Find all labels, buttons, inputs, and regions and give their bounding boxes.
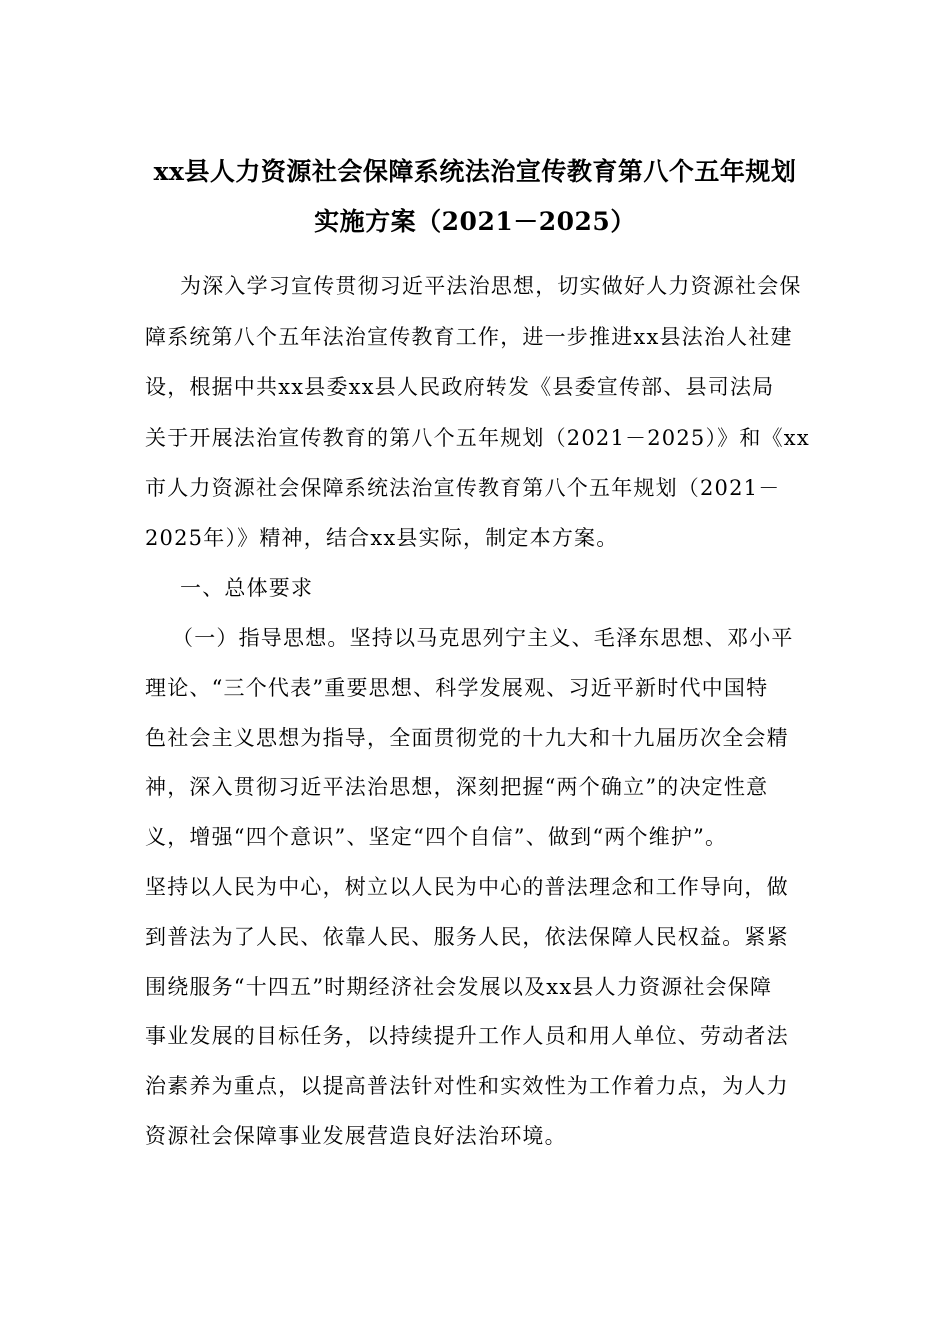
body-line: （一）指导思想。坚持以马克思列宁主义、毛泽东思想、邓小平 — [172, 626, 794, 650]
body-line: 治素养为重点，以提高普法针对性和实效性为工作着力点，为人力 — [145, 1074, 789, 1098]
body-line: 理论、“三个代表”重要思想、科学发展观、习近平新时代中国特 — [145, 676, 769, 700]
body-line: 市人力资源社会保障系统法治宣传教育第八个五年规划（2021－ — [145, 476, 781, 500]
body-line: 神，深入贯彻习近平法治思想，深刻把握“两个确立”的决定性意 — [145, 775, 769, 799]
body-line: 关于开展法治宣传教育的第八个五年规划（2021－2025）》和《xx — [145, 426, 810, 450]
section-heading: 一、总体要求 — [180, 576, 314, 600]
body-line: 为深入学习宣传贯彻习近平法治思想，切实做好人力资源社会保 — [180, 274, 802, 298]
document-title-line-2: 实施方案（2021－2025） — [314, 207, 636, 236]
body-line: 色社会主义思想为指导，全面贯彻党的十九大和十九届历次全会精 — [145, 726, 789, 750]
body-line: 义，增强“四个意识”、坚定“四个自信”、做到“两个维护”。 — [145, 825, 728, 849]
body-line: 设，根据中共xx县委xx县人民政府转发《县委宣传部、县司法局 — [145, 375, 775, 399]
body-line: 障系统第八个五年法治宣传教育工作，进一步推进xx县法治人社建 — [145, 325, 793, 349]
body-line: 坚持以人民为中心，树立以人民为中心的普法理念和工作导向，做 — [145, 875, 789, 899]
body-line: 2025年）》精神，结合xx县实际，制定本方案。 — [145, 526, 619, 550]
body-line: 事业发展的目标任务，以持续提升工作人员和用人单位、劳动者法 — [145, 1024, 789, 1048]
document-title-line-1: xx县人力资源社会保障系统法治宣传教育第八个五年规划 — [153, 157, 797, 186]
body-line: 资源社会保障事业发展营造良好法治环境。 — [145, 1124, 567, 1148]
body-line: 围绕服务“十四五”时期经济社会发展以及xx县人力资源社会保障 — [145, 975, 773, 999]
body-line: 到普法为了人民、依靠人民、服务人民，依法保障人民权益。紧紧 — [145, 925, 789, 949]
